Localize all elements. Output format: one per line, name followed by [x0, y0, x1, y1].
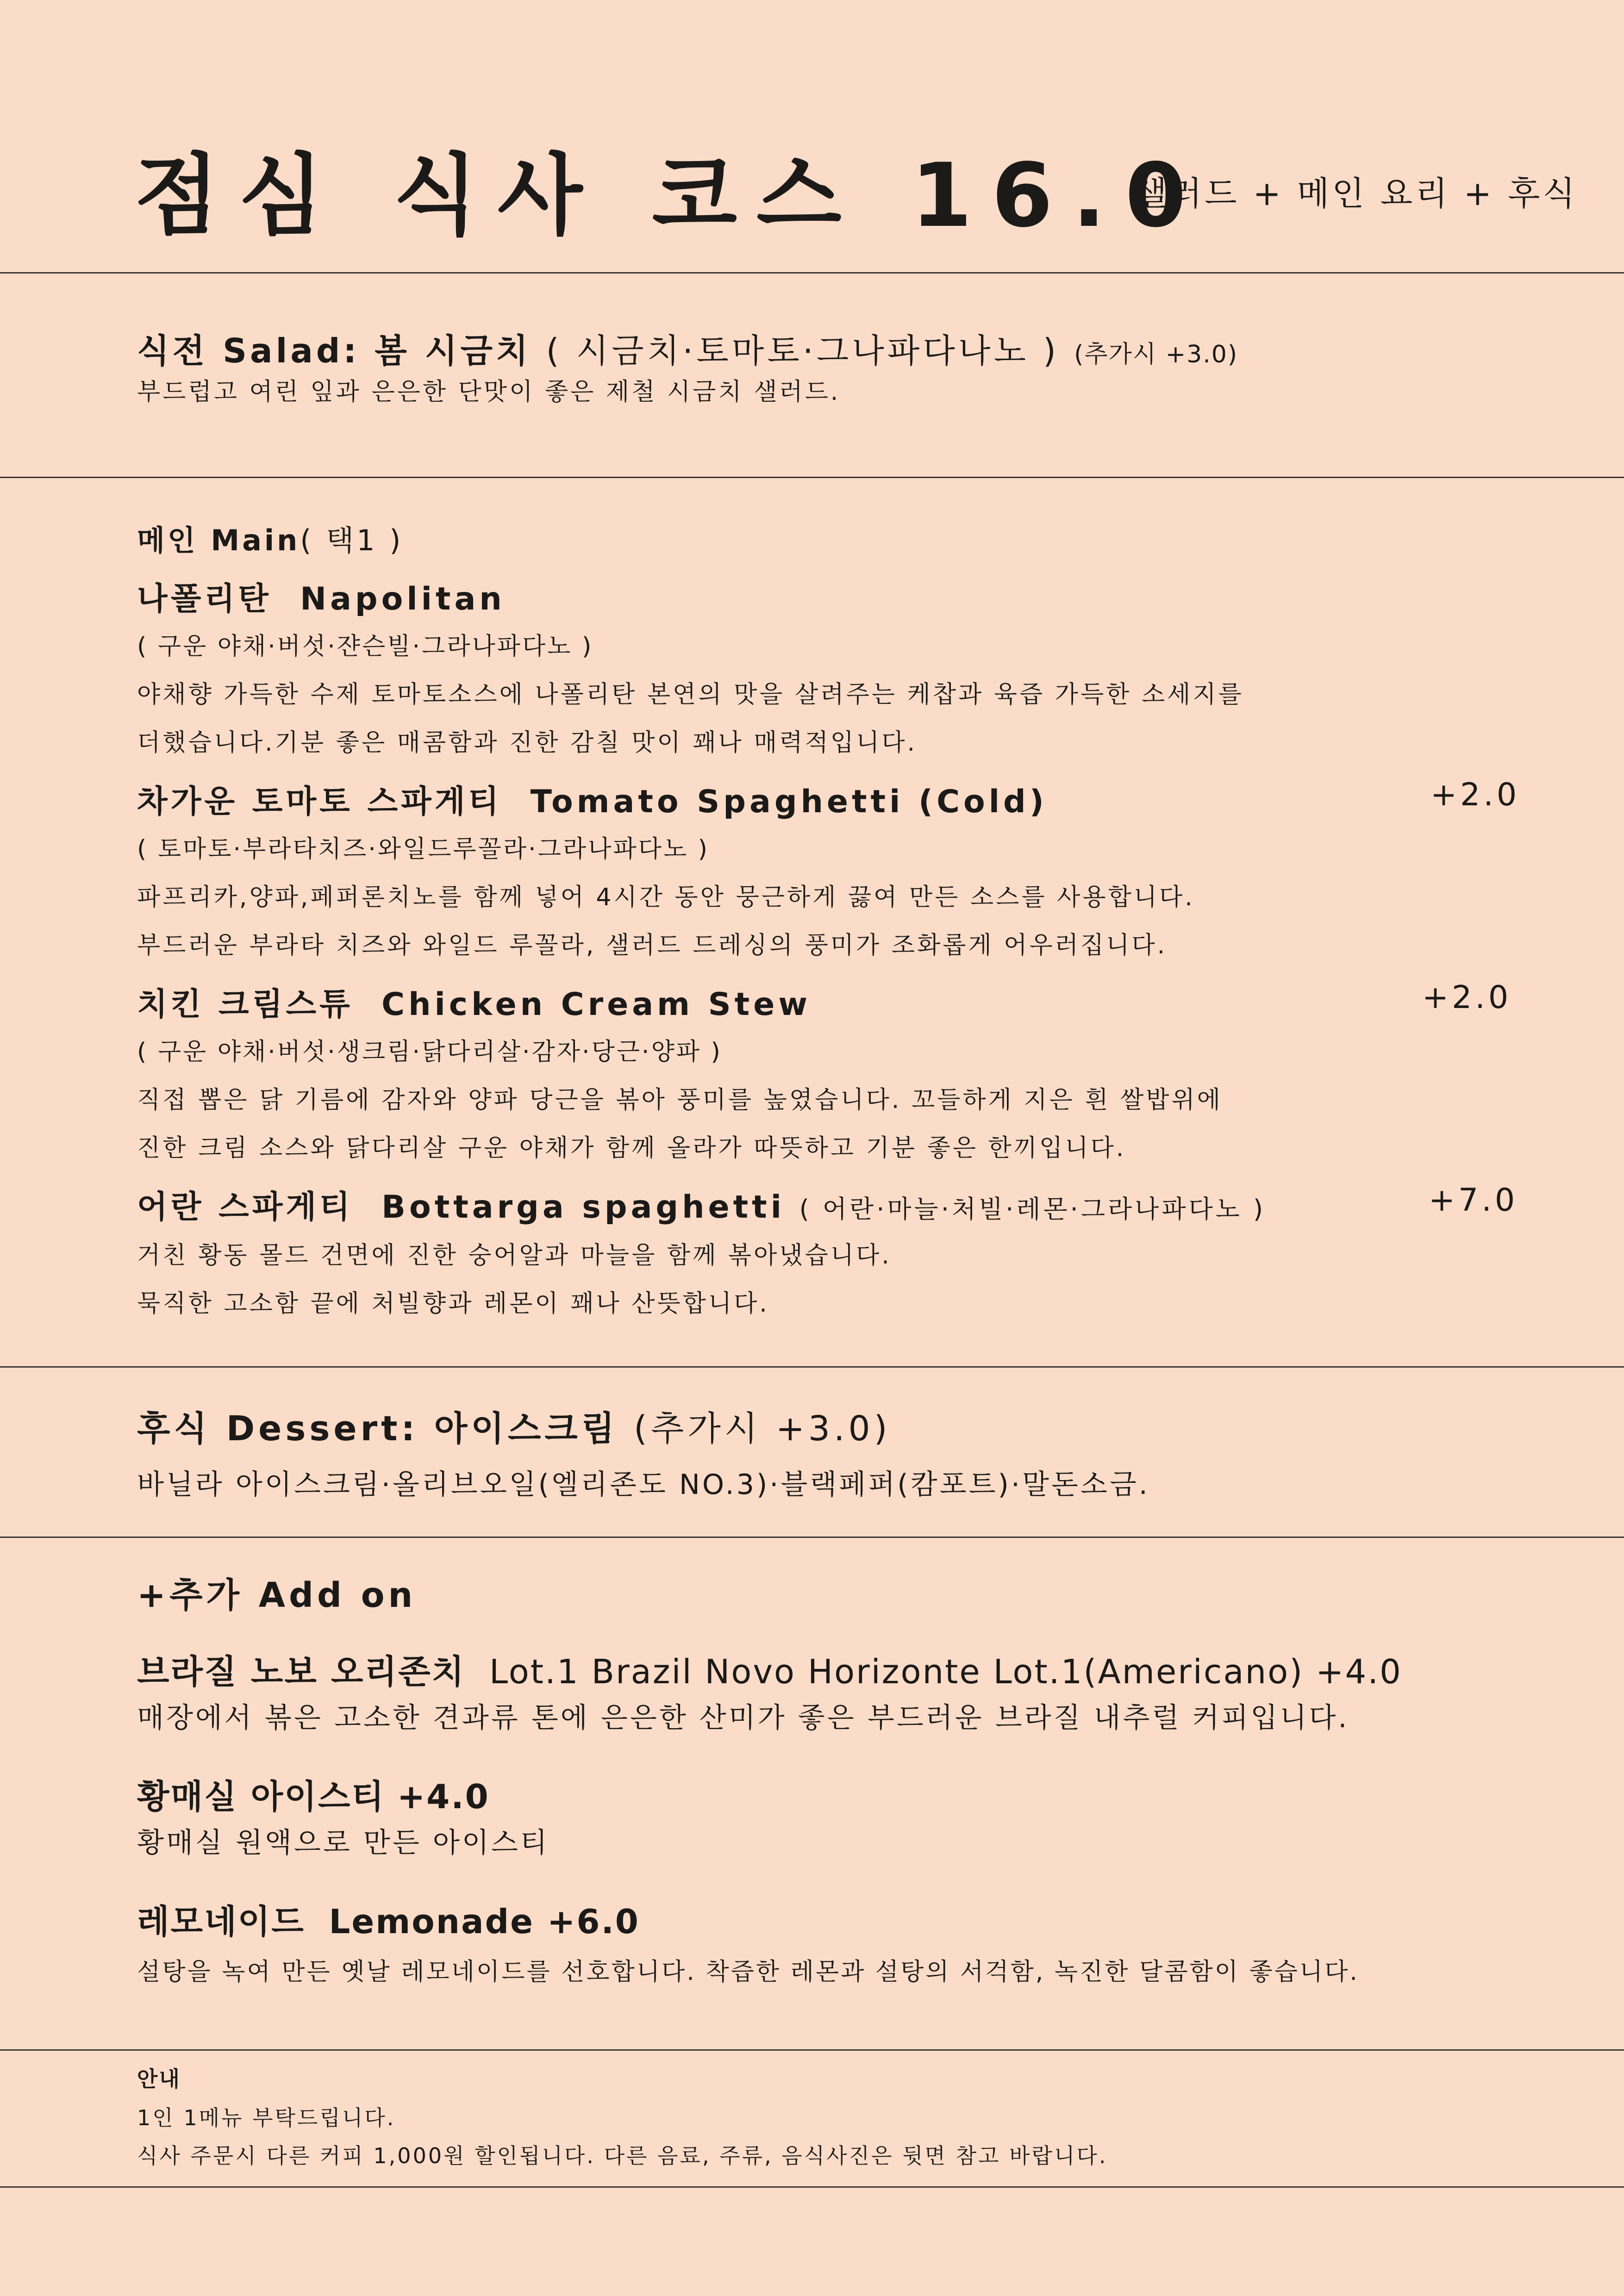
- main-item-description: 더했습니다.기분 좋은 매콤함과 진한 감칠 맛이 꽤나 매력적입니다.: [137, 729, 918, 757]
- main-item-name: 나폴리탄 Napolitan: [137, 581, 506, 617]
- main-item-description: 묵직한 고소함 끝에 처빌향과 레몬이 꽤나 산뜻합니다.: [137, 1290, 769, 1318]
- divider: [0, 1537, 1624, 1538]
- dessert-extra-price: (추가시 +3.0): [634, 1409, 891, 1449]
- main-item-ingredients: ( 구운 야채·버섯·생크림·닭다리살·감자·당근·양파 ): [137, 1038, 722, 1066]
- addon-heading: +추가 Add on: [137, 1575, 417, 1615]
- main-choose-note: ( 택1 ): [300, 523, 404, 557]
- main-item-description: 부드러운 부라타 치즈와 와일드 루꼴라, 샐러드 드레싱의 풍미가 조화롭게 어우러집니다.: [137, 932, 1168, 959]
- main-item-name: 치킨 크림스튜 Chicken Cream Stew: [137, 986, 812, 1023]
- dessert-heading: [137, 1401, 891, 1450]
- notice-line: 식사 주문시 다른 커피 1,000원 할인됩니다. 다른 음료, 주류, 음식사진은 뒷면 참고 바랍니다.: [137, 2143, 1108, 2168]
- addon-item-name: 레모네이드 Lemonade +6.0: [137, 1902, 640, 1941]
- main-item-price: +7.0: [1429, 1182, 1518, 1219]
- salad-extra-price: (추가시 +3.0): [1074, 341, 1238, 368]
- dessert-description: 바닐라 아이스크림·올리브오일(엘리존도 NO.3)·블랙페퍼(캄포트)·말돈소금.: [137, 1468, 1150, 1501]
- main-item-price: +2.0: [1430, 777, 1520, 813]
- addon-item-name: 브라질 노보 오리존치 Lot.1 Brazil Novo Horizonte Lot.1(Americano) +4.0: [137, 1652, 1402, 1691]
- main-item-description: 직접 뽑은 닭 기름에 감자와 양파 당근을 볶아 풍미를 높였습니다. 꼬들하게 지은 흰 쌀밥위에: [137, 1086, 1223, 1114]
- main-item-description: 파프리카,양파,페퍼론치노를 함께 넣어 4시간 동안 뭉근하게 끓여 만든 소스를 사용합니다.: [137, 884, 1195, 911]
- main-item-ingredients: ( 구운 야채·버섯·쟌슨빌·그라나파다노 ): [137, 633, 593, 660]
- main-item-ingredients: ( 토마토·부라타치즈·와일드루꼴라·그라나파다노 ): [137, 835, 709, 863]
- divider: [0, 2186, 1624, 2188]
- course-composition: 샐러드 + 메인 요리 + 후식: [1134, 174, 1578, 213]
- divider: [0, 272, 1624, 274]
- divider: [0, 2049, 1624, 2051]
- notice-heading: 안내: [137, 2066, 181, 2091]
- salad-label: 식전 Salad: 봄 시금치: [137, 331, 531, 370]
- main-item-ingredients: ( 어란·마늘·처빌·레몬·그라나파다노 ): [799, 1195, 1266, 1224]
- page-title: 점심 식사 코스 16.0: [134, 144, 1206, 247]
- main-heading: 메인 Main( 택1 ): [137, 523, 404, 557]
- salad-ingredients: ( 시금치·토마토·그나파다나노 ): [546, 331, 1059, 370]
- salad-description: 부드럽고 여린 잎과 은은한 단맛이 좋은 제철 시금치 샐러드.: [137, 378, 841, 406]
- main-item-description: 거친 황동 몰드 건면에 진한 숭어알과 마늘을 함께 볶아냈습니다.: [137, 1242, 892, 1269]
- notice-line: 1인 1메뉴 부탁드립니다.: [137, 2105, 396, 2130]
- main-item-price: +2.0: [1422, 979, 1512, 1016]
- addon-item-description: 설탕을 녹여 만든 옛날 레모네이드를 선호합니다. 착즙한 레몬과 설탕의 서걱함, 녹진한 달콤함이 좋습니다.: [137, 1958, 1359, 1986]
- main-item-description: 진한 크림 소스와 닭다리살 구운 야채가 함께 올라가 따뜻하고 기분 좋은 한끼입니다.: [137, 1134, 1126, 1162]
- addon-item-description: 황매실 원액으로 만든 아이스티: [137, 1827, 550, 1859]
- addon-item-name: 황매실 아이스티 +4.0: [137, 1777, 490, 1816]
- main-item-name: 차가운 토마토 스파게티 Tomato Spaghetti (Cold): [137, 784, 1048, 820]
- addon-item-description: 매장에서 볶은 고소한 견과류 톤에 은은한 산미가 좋은 부드러운 브라질 내추럴 커피입니다.: [137, 1702, 1349, 1734]
- divider: [0, 477, 1624, 478]
- dessert-label: 후식 Dessert: 아이스크림: [137, 1409, 618, 1449]
- divider: [0, 1366, 1624, 1368]
- main-item-name: 어란 스파게티 Bottarga spaghetti ( 어란·마늘·처빌·레몬·그라나파다노 ): [137, 1189, 1266, 1226]
- salad-heading: [137, 324, 1238, 372]
- main-item-description: 야채향 가득한 수제 토마토소스에 나폴리탄 본연의 맛을 살려주는 케찹과 육즙 가득한 소세지를: [137, 681, 1244, 709]
